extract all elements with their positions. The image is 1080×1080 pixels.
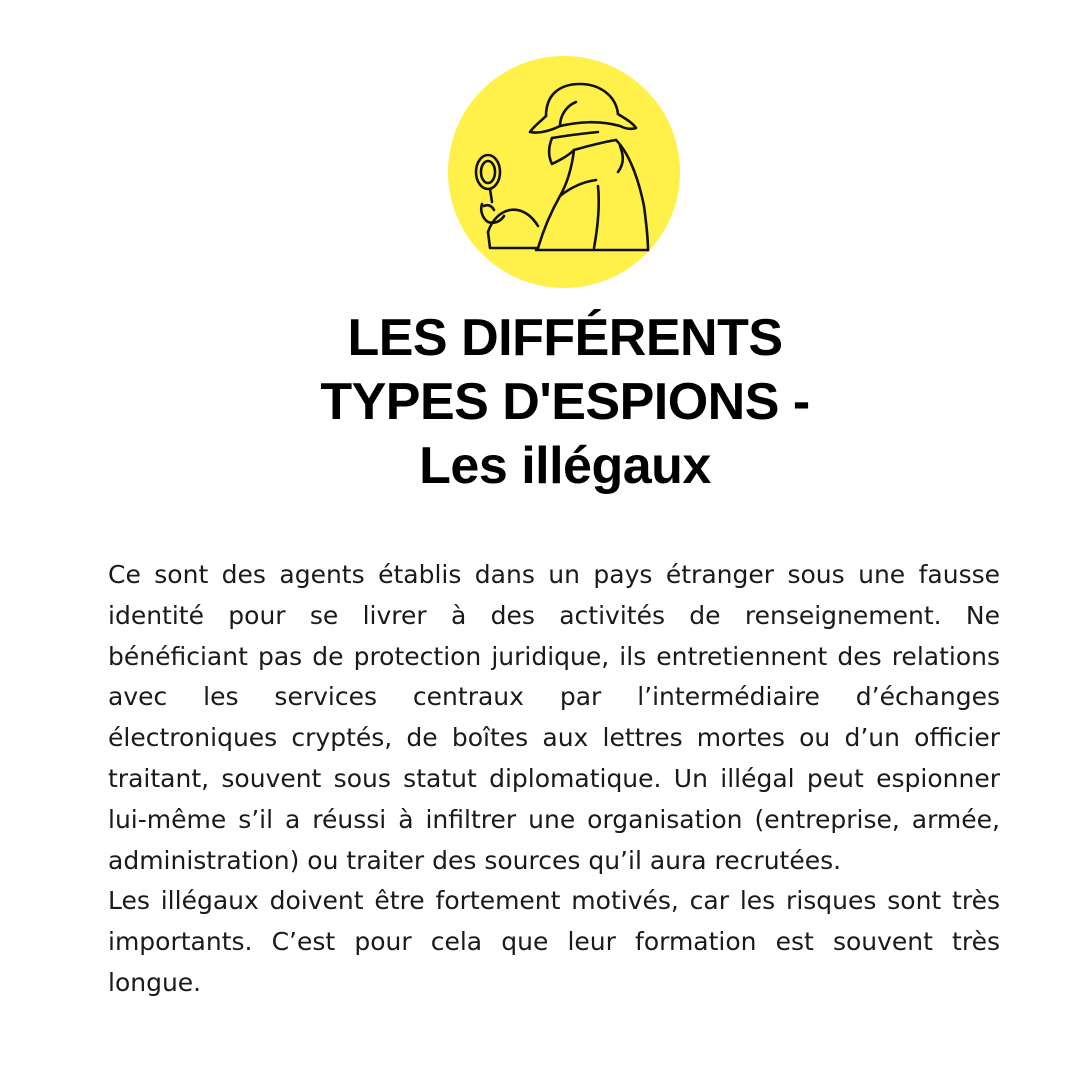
page-title [0, 306, 1080, 498]
paragraph-2: Les illégaux doivent être fortement motivés, car les risques sont très importants. C’est pour cela que leur formation est souvent très longue. [108, 886, 1000, 997]
title-line-1: LES DIFFÉRENTS [347, 309, 783, 367]
spy-emblem [448, 56, 680, 288]
body-text [108, 555, 1000, 1004]
paragraph-1: Ce sont des agents établis dans un pays étranger sous une fausse identité pour se livrer à des activités de renseignement. Ne bénéficiant pas de protection juridique, ils entretiennent des relations avec les services centraux par l’intermédiaire d’échanges électroniques cryptés, de boîtes aux lettres mortes ou d’un officier traitant, souvent sous statut diplomatique. Un illégal peut espionner lui-même s’il a réussi à infiltrer une organisation (entreprise, armée, administration) ou traiter des sources qu’il aura recrutées. [108, 560, 1000, 875]
title-line-2: TYPES D'ESPIONS - [320, 373, 810, 431]
spy-detective-icon [448, 56, 680, 288]
yellow-circle [448, 56, 680, 288]
title-line-3: Les illégaux [419, 437, 711, 495]
